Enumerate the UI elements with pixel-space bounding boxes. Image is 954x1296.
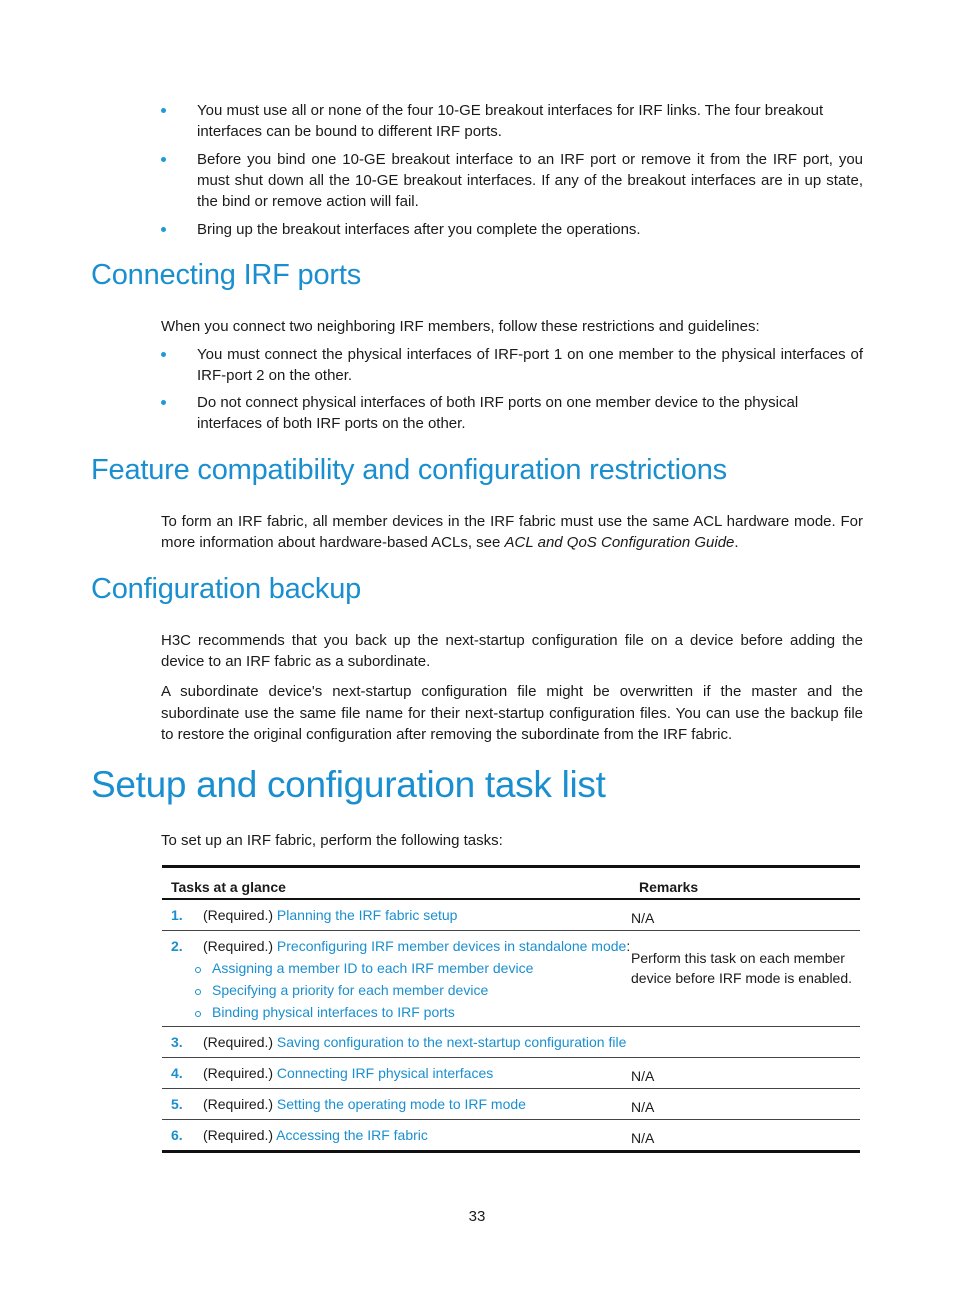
task-link-operating-mode[interactable]: Setting the operating mode to IRF mode [276, 1096, 526, 1112]
subtask-item [162, 979, 631, 1001]
task-cell [162, 1120, 631, 1152]
chapter-heading-setup: Setup and configuration task list [91, 764, 606, 805]
task-cell [162, 931, 631, 1027]
section-heading-compat: Feature compatibility and configuration restrictions [91, 454, 727, 486]
backup-para-1: H3C recommends that you back up the next-startup configuration file on a device before adding the device to an IRF fabric as a subordinate. [161, 632, 863, 670]
setup-intro: To set up an IRF fabric, perform the following tasks: [161, 832, 503, 849]
compat-text-end: . [734, 534, 739, 551]
remark-cell: N/A [631, 1120, 860, 1152]
task-number: 4. [171, 1065, 183, 1081]
remark-cell: N/A [631, 899, 860, 931]
task-link-accessing[interactable]: Accessing the IRF fabric [276, 1127, 428, 1143]
table-row [162, 1089, 860, 1120]
remark-cell: N/A [631, 1058, 860, 1089]
table-header-row [162, 867, 860, 900]
task-cell [162, 899, 631, 931]
required-label: (Required.) [203, 1096, 274, 1112]
subtask-link-priority[interactable]: Specifying a priority for each member device [212, 982, 489, 998]
task-suffix: : [626, 938, 631, 954]
task-table [162, 865, 860, 1153]
bullet-icon [161, 400, 166, 405]
bullet-text: Before you bind one 10-GE breakout interface to an IRF port or remove it from the IRF port, you must shut down all the 10-GE breakout interfaces. If any of the breakout interfaces are in up state, the bind or remove action will fail. [197, 151, 863, 210]
guide-reference: ACL and QoS Configuration Guide [504, 534, 735, 551]
bullet-icon [161, 352, 166, 357]
header-tasks: Tasks at a glance [162, 867, 631, 900]
bullet-text: Bring up the breakout interfaces after you complete the operations. [197, 221, 641, 238]
table-row [162, 931, 860, 1027]
table-row [162, 899, 860, 931]
task-number: 1. [171, 907, 183, 923]
task-cell [162, 1089, 631, 1120]
required-label: (Required.) [203, 907, 274, 923]
required-label: (Required.) [203, 1127, 274, 1143]
subtask-link-binding[interactable]: Binding physical interfaces to IRF ports [212, 1004, 455, 1020]
task-number: 2. [171, 938, 183, 954]
subtask-item [162, 1001, 631, 1023]
table-row [162, 1027, 860, 1058]
task-number: 6. [171, 1127, 183, 1143]
bullet-text: You must use all or none of the four 10-GE breakout interfaces for IRF links. The four breakout interfaces can be bound to different IRF ports. [197, 102, 824, 140]
required-label: (Required.) [203, 938, 274, 954]
bullet-text: You must connect the physical interfaces of IRF-port 1 on one member to the physical interfaces of IRF-port 2 on the other. [197, 346, 863, 384]
subtask-link-member-id[interactable]: Assigning a member ID to each IRF member device [212, 960, 534, 976]
task-link-planning[interactable]: Planning the IRF fabric setup [276, 907, 458, 923]
required-label: (Required.) [203, 1065, 274, 1081]
remark-cell: N/A [631, 1089, 860, 1120]
page-number: 33 [468, 1208, 486, 1225]
backup-para-2: A subordinate device's next-startup configuration file might be overwritten if the master and the subordinate use the same file name for their next-startup configuration files. You can use the backup file to restore the original configuration after removing the subordinate from the IRF fabric. [161, 683, 863, 743]
section-heading-backup: Configuration backup [91, 573, 362, 605]
task-cell [162, 1027, 860, 1058]
connecting-intro: When you connect two neighboring IRF members, follow these restrictions and guidelines: [161, 318, 760, 335]
circle-bullet-icon [195, 989, 201, 995]
table-row [162, 1058, 860, 1089]
task-cell [162, 1058, 631, 1089]
section-heading-connecting: Connecting IRF ports [91, 259, 362, 291]
circle-bullet-icon [195, 967, 201, 973]
bullet-icon [161, 108, 166, 113]
task-number: 3. [171, 1034, 183, 1050]
subtask-item [162, 957, 631, 979]
table-row [162, 1120, 860, 1152]
task-number: 5. [171, 1096, 183, 1112]
header-remarks: Remarks [631, 867, 860, 900]
compat-text [161, 511, 863, 553]
circle-bullet-icon [195, 1011, 201, 1017]
task-link-saving[interactable]: Saving configuration to the next-startup configuration file [276, 1034, 627, 1050]
required-label: (Required.) [203, 1034, 274, 1050]
bullet-icon [161, 157, 166, 162]
remark-cell: Perform this task on each member device before IRF mode is enabled. [631, 931, 860, 1027]
task-link-connecting[interactable]: Connecting IRF physical interfaces [276, 1065, 494, 1081]
bullet-text: Do not connect physical interfaces of both IRF ports on one member device to the physical interfaces of both IRF ports on the other. [197, 394, 799, 432]
task-link-preconfiguring[interactable]: Preconfiguring IRF member devices in standalone mode [276, 938, 627, 954]
compat-text-start: To form an IRF fabric, all member devices in the IRF fabric must use the same ACL hardware mode. For more information about hardware-based ACLs, see [161, 513, 863, 551]
bullet-icon [161, 227, 166, 232]
